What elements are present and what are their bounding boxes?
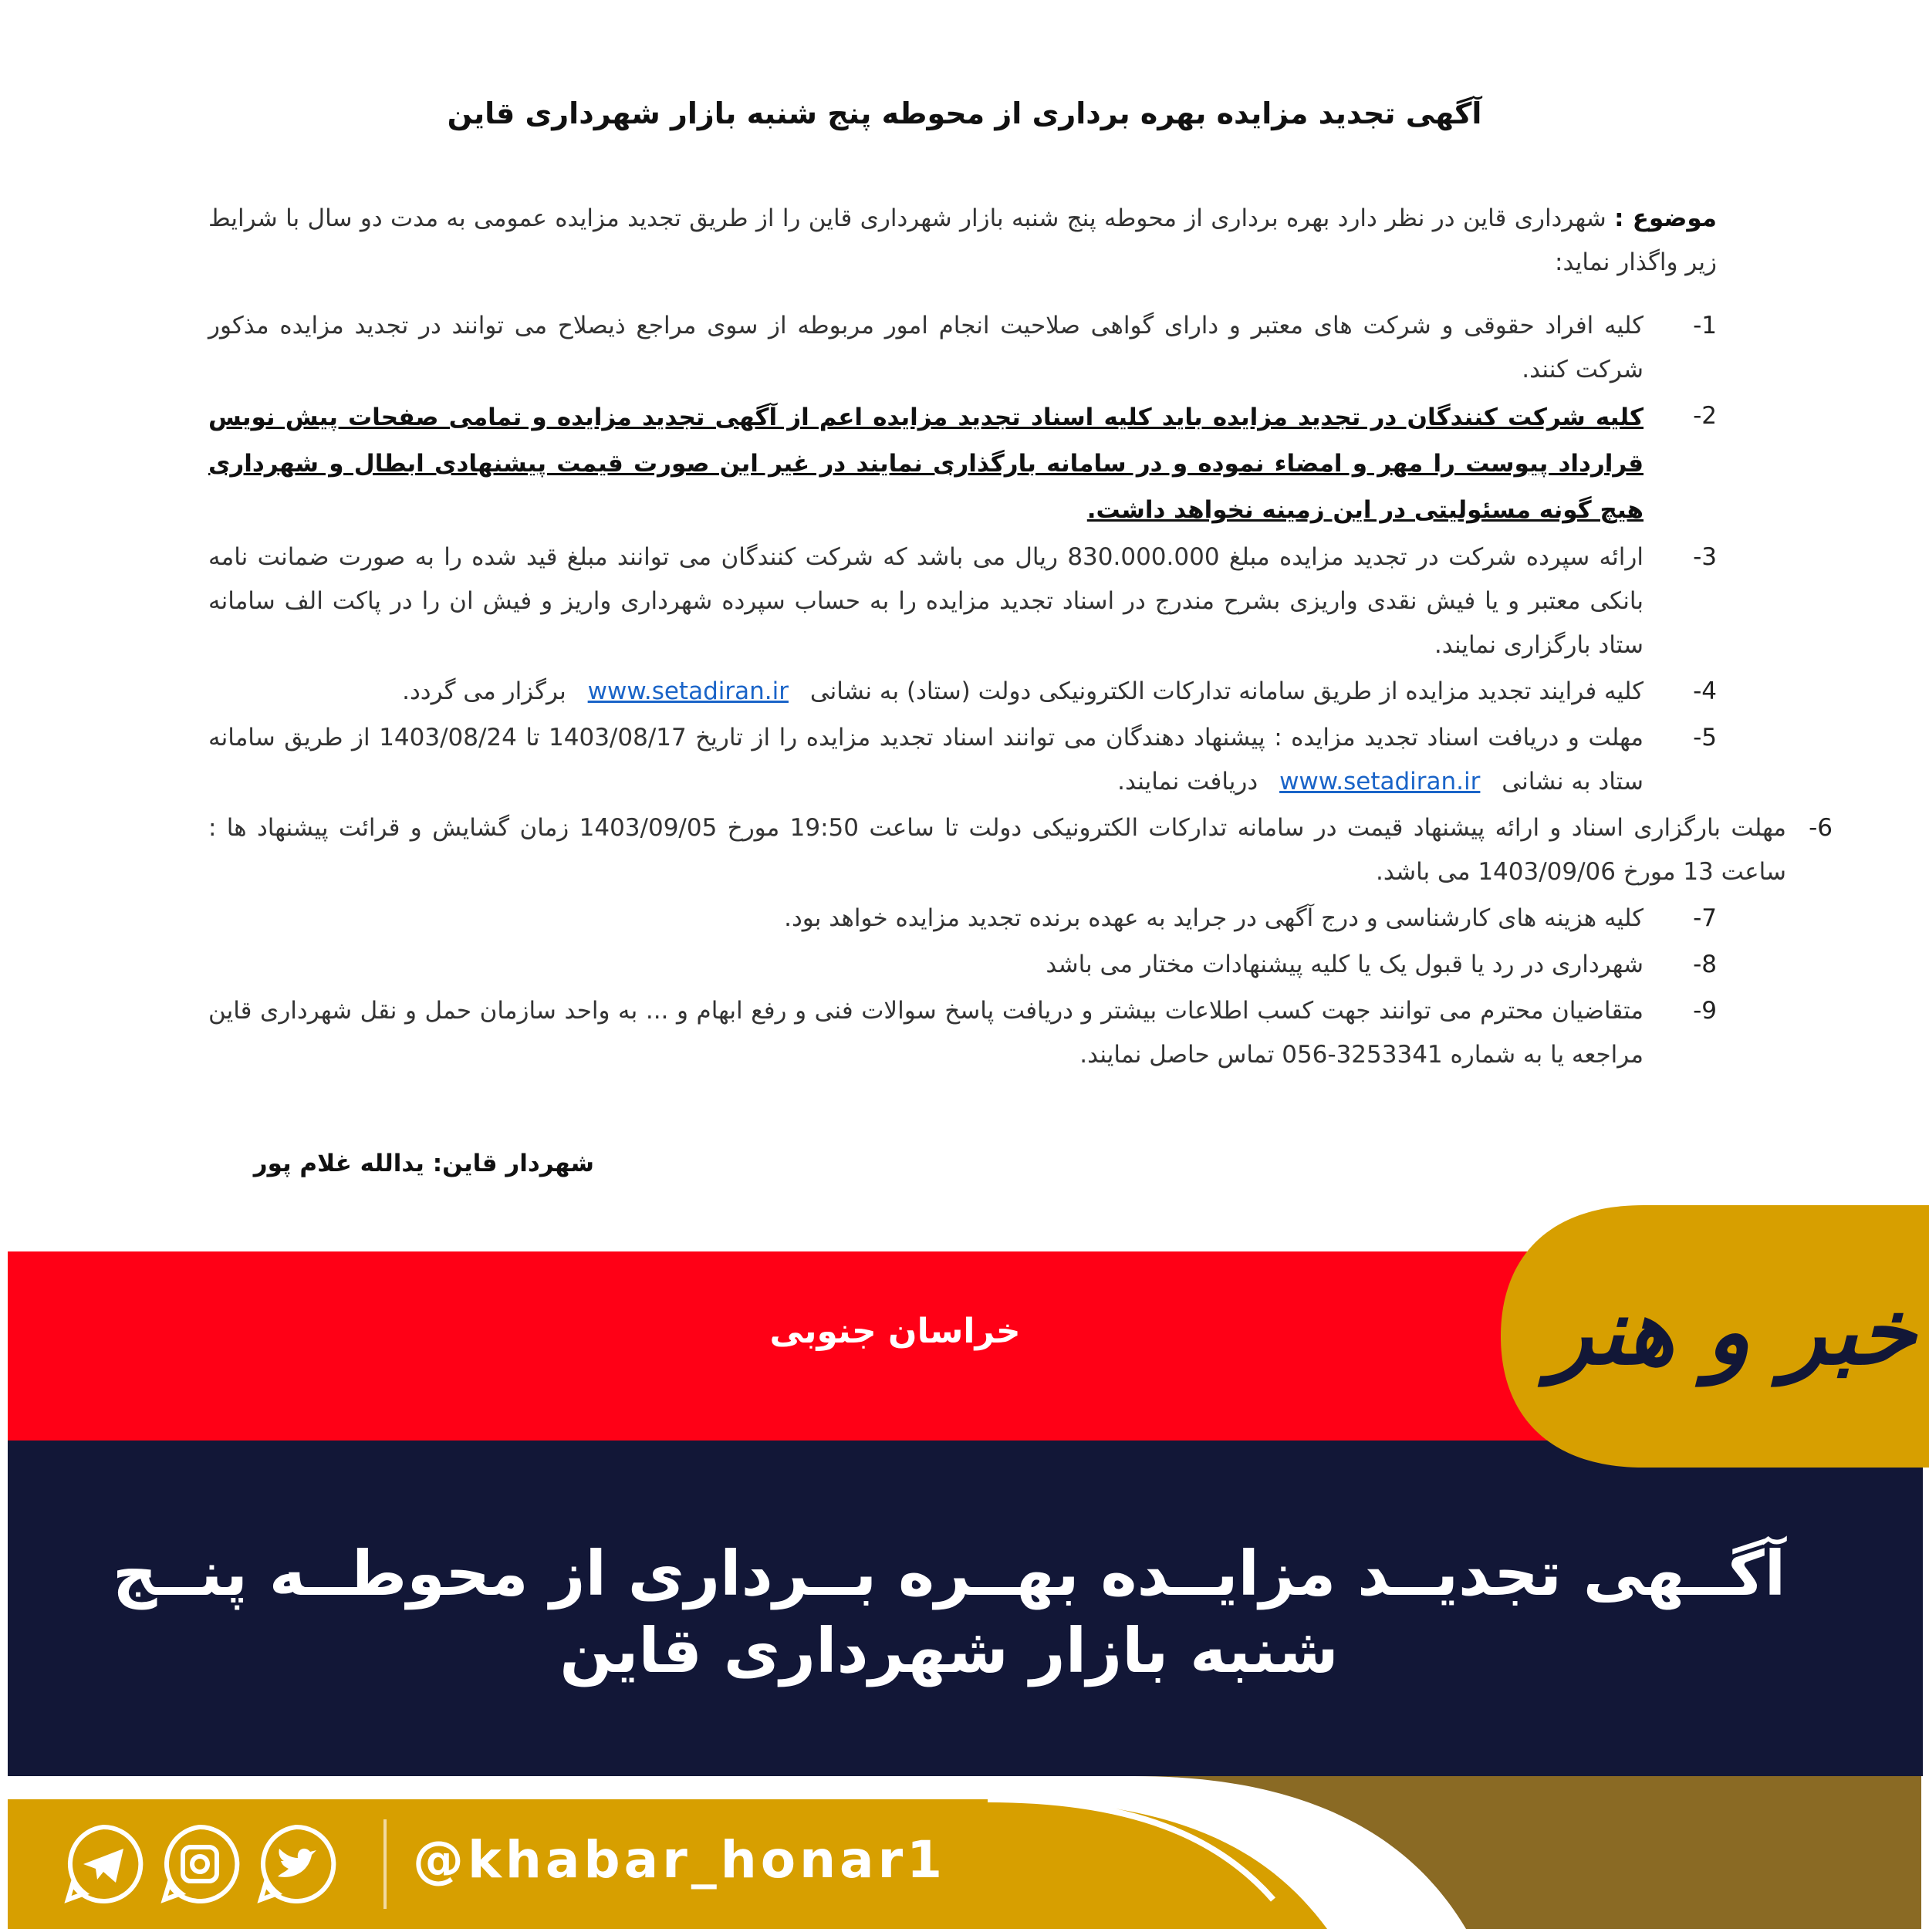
item-number: 5- (1693, 724, 1717, 752)
instagram-icon[interactable] (158, 1822, 242, 1906)
item-text: متقاضیان محترم می توانند جهت کسب اطلاعات بیشتر و دریافت پاسخ سوالات فنی و رفع ابهام و ... به واحد سازمان حمل و نقل شهرداری قاین مراجعه یا به شماره 3253341-056 تماس حاصل نمایند. (208, 997, 1644, 1069)
item-number: 4- (1693, 677, 1717, 705)
item-number: 9- (1693, 997, 1717, 1025)
item-text: مهلت بارگزاری اسناد و ارائه پیشنهاد قیمت در سامانه تدارکات الکترونیکی دولت تا ساعت 19:50 مورخ 1403/09/05 زمان گشایش و قرائت پیشنهاد ها : ساعت 13 مورخ 1403/09/06 می باشد. (208, 814, 1787, 886)
item-text: کلیه افراد حقوقی و شرکت های معتبر و دارای گواهی صلاحیت انجام امور مربوطه از سوی مراجع ذیصلاح می توانند در تجدید مزایده مذکور شرکت کنند. (208, 312, 1644, 383)
item-text (208, 716, 1644, 804)
item-text-before: مهلت و دریافت اسناد تجدید مزایده : پیشنهاد دهندگان می توانند اسناد تجدید مزایده را از تاریخ 1403/08/17 تا 1403/08/24 از طریق سامانه ستاد به نشانی (208, 724, 1644, 795)
setadiran-link[interactable]: www.setadiran.ir (587, 677, 789, 705)
subject-paragraph (208, 197, 1717, 285)
mayor-signature: شهردار قاین: یدالله غلام پور (253, 1150, 594, 1177)
list-item (208, 943, 1717, 987)
headline: آگــهی تجدیــد مزایــده بهــره بــرداری از محوطــه پنــج شنبه بازار شهرداری قاین (112, 1538, 1786, 1687)
item-text (208, 670, 1644, 714)
item-text: کلیه هزینه های کارشناسی و درج آگهی در جراید به عهده برنده تجدید مزایده خواهد بود. (784, 904, 1644, 932)
item-number: 8- (1693, 951, 1717, 978)
logo-text: خبر و هنر (1549, 1278, 1916, 1385)
list-item (208, 304, 1717, 392)
list-item (208, 716, 1717, 804)
item-number: 2- (1693, 402, 1717, 430)
brand-logo (1501, 1205, 1929, 1468)
document-title: آگهی تجدید مزایده بهره برداری از محوطه پنج شنبه بازار شهرداری قاین (447, 96, 1482, 130)
item-number: 3- (1693, 543, 1717, 571)
item-text: کلیه شرکت کنندگان در تجدید مزایده باید کلیه اسناد تجدید مزایده اعم از آگهی تجدید مزایده و تمامی صفحات پیش نویس قرارداد پیوست را مهر و امضاء نموده و در سامانه بارگذاری نمایند در غیر این صورت قیمت پیشنهادی ابطال و شهرداری هیچ گونه مسئولیتی در این زمینه نخواهد داشت. (208, 404, 1644, 524)
list-item (208, 535, 1717, 667)
item-text: ارائه سپرده شرکت در تجدید مزایده مبلغ 830.000.000 ریال می باشد که شرکت کنندگان می توانند مبلغ قید شده را به صورت ضمانت نامه بانکی معتبر و یا فیش نقدی واریزی بشرح مندرج در اسناد تجدید مزایده را به حساب سپرده شهرداری واریز و فیش ان را در پاکت الف سامانه ستاد بارگزاری نمایند. (208, 543, 1644, 659)
list-item (208, 670, 1717, 714)
item-text: شهرداری در رد یا قبول یک یا کلیه پیشنهادات مختار می باشد (1046, 951, 1644, 978)
list-item (208, 897, 1717, 941)
list-item (208, 394, 1717, 533)
item-number: 7- (1693, 904, 1717, 932)
item-text-after: برگزار می گردد. (402, 677, 566, 705)
document-body (208, 197, 1833, 1079)
subject-label: موضوع : (1614, 204, 1718, 232)
setadiran-link[interactable]: www.setadiran.ir (1279, 768, 1481, 795)
footer-divider (383, 1819, 387, 1909)
item-text-before: کلیه فرایند تجدید مزایده از طریق سامانه تدارکات الکترونیکی دولت (ستاد) به نشانی (809, 677, 1644, 705)
item-number: 6- (1809, 814, 1833, 842)
list-item (208, 806, 1833, 894)
item-number: 1- (1693, 312, 1717, 339)
logo-badge (1501, 1205, 1929, 1468)
twitter-icon[interactable] (255, 1822, 338, 1906)
list-item (208, 989, 1717, 1077)
subject-text: شهرداری قاین در نظر دارد بهره برداری از محوطه پنج شنبه بازار شهرداری قاین را از طریق تجدید مزایده عمومی به مدت دو سال با شرایط زیر واگذار نماید: (208, 204, 1717, 276)
item-text-after: دریافت نمایند. (1117, 768, 1258, 795)
region-label: خراسان جنوبی (769, 1312, 1021, 1351)
social-handle[interactable]: @khabar_honar1 (413, 1830, 947, 1890)
telegram-icon[interactable] (62, 1822, 145, 1906)
